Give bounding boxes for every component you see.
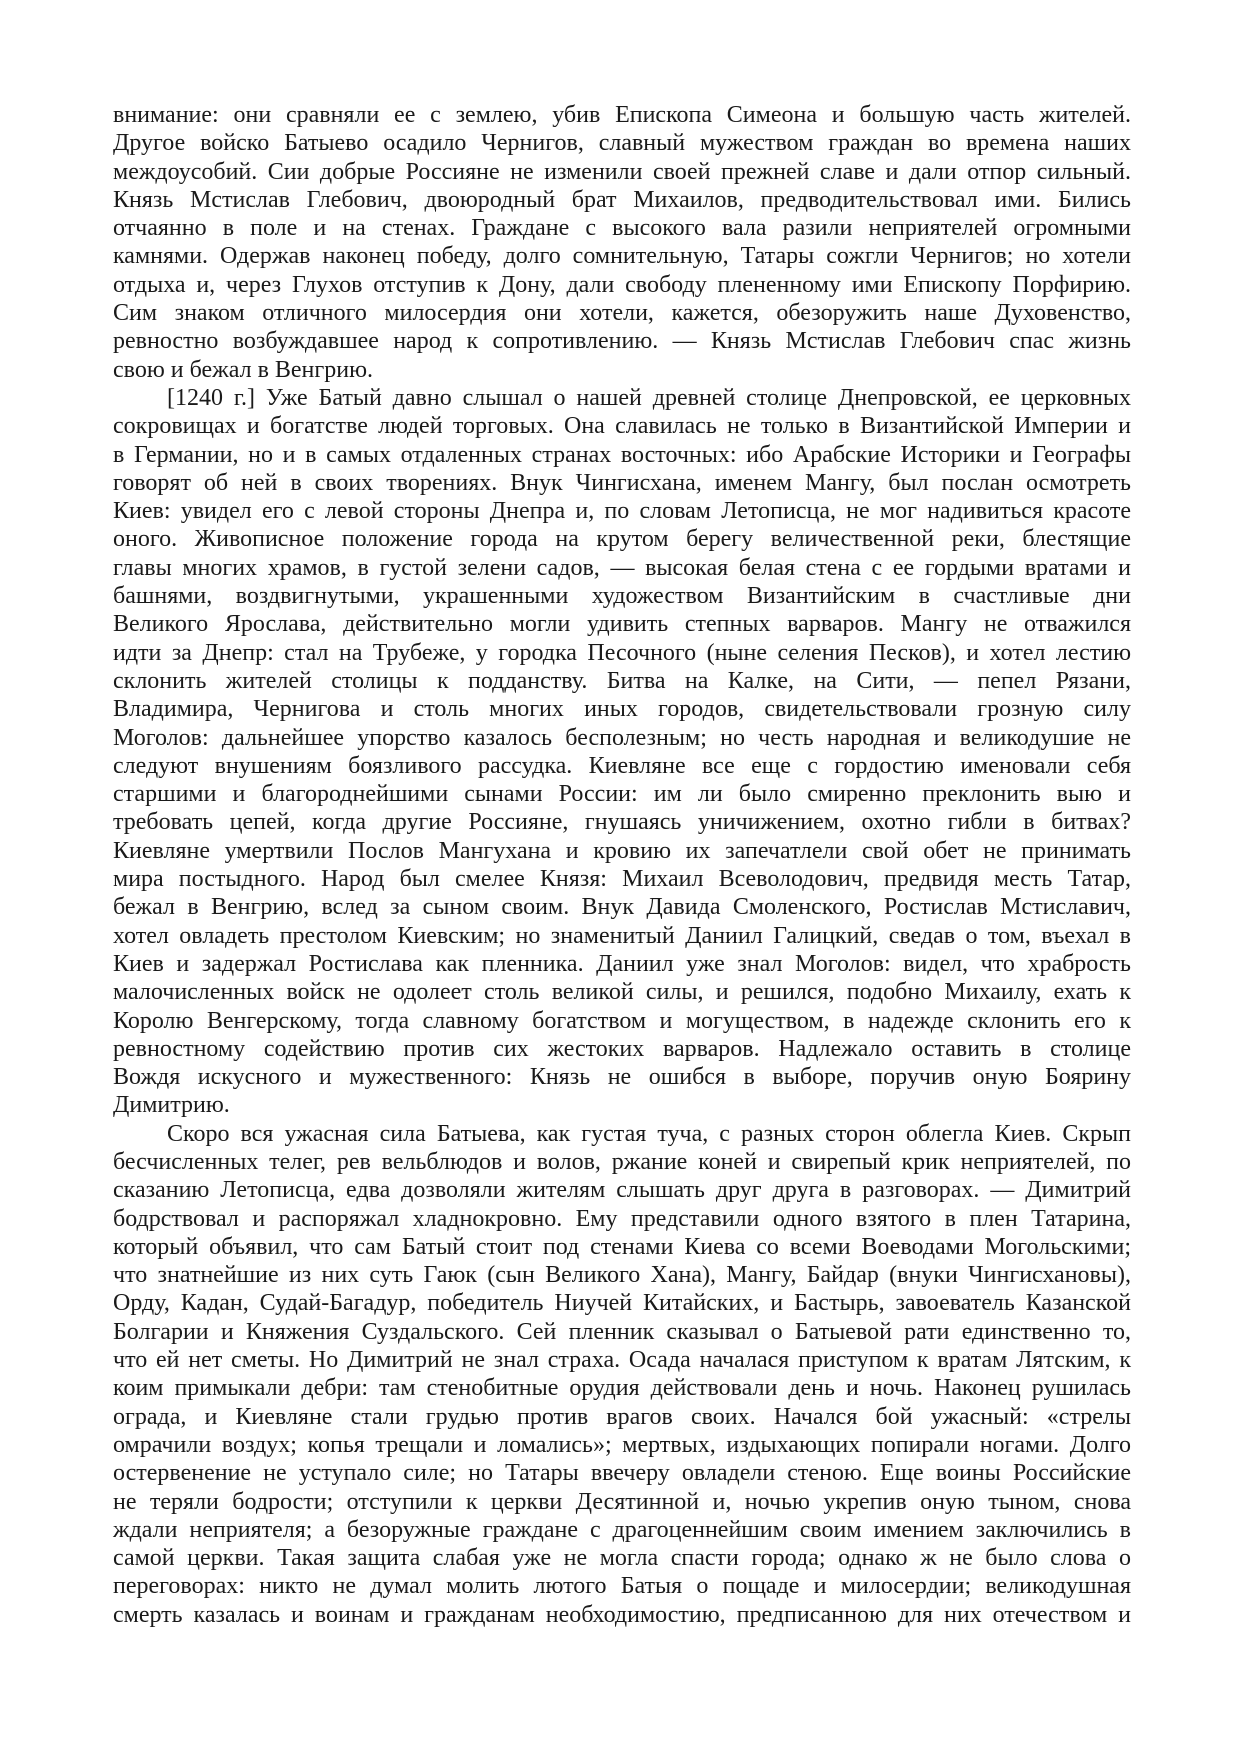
text-line: Вождя искусного и мужественного: Князь не ошибся в выборе, поручив оную Боярину	[113, 1064, 1131, 1091]
body-text	[113, 101, 1131, 1629]
text-line: отдыха и, через Глухов отступив к Дону, дали свободу плененному ими Епископу Порфирию.	[113, 271, 1131, 298]
text-line: ревностно возбуждавшее народ к сопротивлению. — Князь Мстислав Глебович спас жизнь	[113, 328, 1131, 355]
text-line: Королю Венгерскому, тогда славному богатством и могуществом, в надежде склонить его к	[113, 1007, 1131, 1034]
text-line: Владимира, Чернигова и столь многих иных городов, свидетельствовали грозную силу	[113, 696, 1131, 723]
text-line: самой церкви. Такая защита слабая уже не могла спасти города; однако ж не было слова о	[113, 1545, 1131, 1572]
text-line: старшими и благороднейшими сынами России: им ли было смиренно преклонить выю и	[113, 781, 1131, 808]
text-line: мира постыдного. Народ был смелее Князя: Михаил Всеволодович, предвидя месть Татар,	[113, 866, 1131, 893]
text-line: ждали неприятеля; а безоружные граждане с драгоценнейшим своим имением заключились в	[113, 1516, 1131, 1543]
text-line: переговорах: никто не думал молить лютого Батыя о пощаде и милосердии; великодушная	[113, 1573, 1131, 1600]
text-line: требовать цепей, когда другие Россияне, гнушаясь уничижением, охотно гибли в битвах?	[113, 809, 1131, 836]
text-line: следуют внушениям боязливого рассудка. Киевляне все еще с гордостию именовали себя	[113, 752, 1131, 779]
text-line: что знатнейшие из них суть Гаюк (сын Великого Хана), Мангу, Байдар (внуки Чингисхановы),	[113, 1262, 1131, 1289]
text-line: оного. Живописное положение города на крутом берегу величественной реки, блестящие	[113, 526, 1131, 553]
text-line: ограда, и Киевляне стали грудью против врагов своих. Начался бой ужасный: «стрелы	[113, 1403, 1131, 1430]
text-line: бесчисленных телег, рев вельблюдов и волов, ржание коней и свирепый крик неприятелей, по	[113, 1148, 1131, 1175]
text-line: говорят об ней в своих творениях. Внук Чингисхана, именем Мангу, был послан осмотреть	[113, 469, 1131, 496]
text-line: идти за Днепр: стал на Трубеже, у городка Песочного (ныне селения Песков), и хотел лестию	[113, 639, 1131, 666]
text-line: бодрствовал и распоряжал хладнокровно. Ему представили одного взятого в плен Татарина,	[113, 1205, 1131, 1232]
text-line: [1240 г.] Уже Батый давно слышал о нашей древней столице Днепровской, ее церковных	[167, 384, 1131, 411]
text-line: Орду, Кадан, Судай-Багадур, победитель Ниучей Китайских, и Бастырь, завоеватель Казанской	[113, 1290, 1131, 1317]
paragraph-1	[113, 101, 1131, 384]
text-line: Димитрию.	[113, 1092, 230, 1119]
text-line: камнями. Одержав наконец победу, долго сомнительную, Татары сожгли Чернигов; но хотели	[113, 243, 1131, 270]
text-line: Скоро вся ужасная сила Батыева, как густая туча, с разных сторон облегла Киев. Скрып	[167, 1120, 1131, 1147]
text-line: Киевляне умертвили Послов Мангухана и кровию их запечатлели свой обет не принимать	[113, 837, 1131, 864]
text-line: Другое войско Батыево осадило Чернигов, славный мужеством граждан во времена наших	[113, 130, 1131, 157]
text-line: башнями, воздвигнутыми, украшенными художеством Византийским в счастливые дни	[113, 583, 1131, 610]
text-line: малочисленных войск не одолеет столь великой силы, и решился, подобно Михаилу, ехать к	[113, 979, 1131, 1006]
text-line: коим примыкали дебри: там стенобитные орудия действовали день и ночь. Наконец рушилась	[113, 1375, 1131, 1402]
text-line: склонить жителей столицы к подданству. Битва на Калке, на Сити, — пепел Рязани,	[113, 667, 1131, 694]
text-line: смерть казалась и воинам и гражданам необходимостию, предписанною для них отечеством и	[113, 1601, 1131, 1628]
text-line: Великого Ярослава, действительно могли удивить степных варваров. Мангу не отважился	[113, 611, 1131, 638]
text-line: остервенение не уступало силе; но Татары ввечеру овладели стеною. Еще воины Российские	[113, 1460, 1131, 1487]
text-line: что ей нет сметы. Но Димитрий не знал страха. Осада началася приступом к вратам Лятским, к	[113, 1347, 1131, 1374]
text-line: Болгарии и Княжения Суздальского. Сей пленник сказывал о Батыевой рати единственно то,	[113, 1318, 1131, 1345]
text-line: который объявил, что сам Батый стоит под стенами Киева со всеми Воеводами Могольскими;	[113, 1233, 1131, 1260]
paragraph-2	[113, 384, 1131, 1120]
text-line: не теряли бодрости; отступили к церкви Десятинной и, ночью укрепив оную тыном, снова	[113, 1488, 1131, 1515]
text-line: Киев: увидел его с левой стороны Днепра и, по словам Летописца, не мог надивиться красоте	[113, 498, 1131, 525]
text-line: отчаянно в поле и на стенах. Граждане с высокого вала разили неприятелей огромными	[113, 215, 1131, 242]
text-line: Моголов: дальнейшее упорство казалось бесполезным; но честь народная и великодушие не	[113, 724, 1131, 751]
paragraph-3	[113, 1120, 1131, 1629]
text-line: ревностному содействию против сих жестоких варваров. Надлежало оставить в столице	[113, 1035, 1131, 1062]
text-line: сказанию Летописца, едва дозволяли жителям слышать друг друга в разговорах. — Димитрий	[113, 1177, 1131, 1204]
text-line: главы многих храмов, в густой зелени садов, — высокая белая стена с ее гордыми вратами и	[113, 554, 1131, 581]
text-line: Киев и задержал Ростислава как пленника. Даниил уже знал Моголов: видел, что храбрость	[113, 950, 1131, 977]
text-line: в Германии, но и в самых отдаленных странах восточных: ибо Арабские Историки и Географы	[113, 441, 1131, 468]
text-line: бежал в Венгрию, вслед за сыном своим. Внук Давида Смоленского, Ростислав Мстиславич,	[113, 894, 1131, 921]
text-line: сокровищах и богатстве людей торговых. Она славилась не только в Византийской Империи и	[113, 413, 1131, 440]
text-line: свою и бежал в Венгрию.	[113, 356, 374, 383]
text-line: внимание: они сравняли ее с землею, убив Епископа Симеона и большую часть жителей.	[113, 102, 1131, 128]
text-line: Князь Мстислав Глебович, двоюродный брат Михаилов, предводительствовал ими. Бились	[113, 186, 1131, 213]
text-line: междоусобий. Сии добрые Россияне не изменили своей прежней славе и дали отпор сильный.	[113, 158, 1131, 185]
text-line: хотел овладеть престолом Киевским; но знаменитый Даниил Галицкий, сведав о том, въехал в	[113, 922, 1131, 949]
text-line: Сим знаком отличного милосердия они хотели, кажется, обезоружить наше Духовенство,	[113, 300, 1131, 327]
text-line: омрачили воздух; копья трещали и ломались»; мертвых, издыхающих попирали ногами. Долго	[113, 1431, 1131, 1458]
